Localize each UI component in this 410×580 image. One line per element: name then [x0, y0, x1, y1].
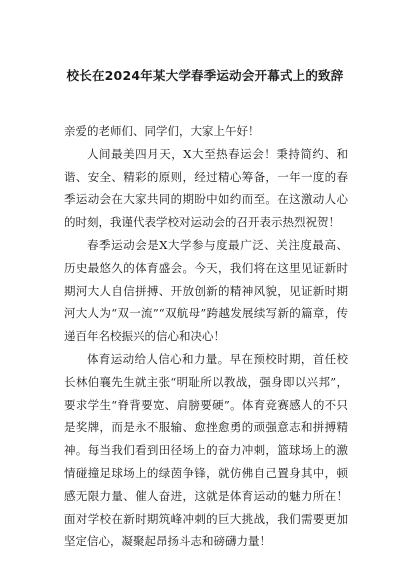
paragraph-sports-meet: 春季运动会是X大学参与度最广泛、关注度最高、历史最悠久的体育盛会。今天，我们将在这里见证新时期河大人自信拼搏、开放创新的精神风貌，见证新时期河大人为“双一流”“双航母”跨越发展续写新的篇章，传递百年名校振兴的信心和决心！	[64, 237, 348, 344]
document-body	[64, 120, 348, 553]
paragraph-sports-power: 体育运动给人信心和力量。早在预校时期，首任校长林伯襄先生就主张“明耻所以教战，强身即以兴邦”，要求学生“脊背要宽、肩膀要硬”。体育竞赛感人的不只是奖牌，而是永不服输、愈挫愈勇的顽强意志和拼搏精神。每当我们看到田径场上的奋力冲刺，篮球场上的激情碰撞足球场上的绿茵争锋，就仿佛自己置身其中，顿感无限力量、催人奋进，这就是体育运动的魅力所在！面对学校在新时期筑峰冲刺的巨大挑战，我们需要更加坚定信心，凝聚起昂扬斗志和磅礴力量！	[64, 351, 348, 549]
document-title: 校长在2024年某大学春季运动会开幕式上的致辞	[66, 68, 344, 83]
greeting-line: 亲爱的老师们、同学们，大家上午好！	[64, 124, 260, 138]
paragraph-opening: 人间最美四月天，X大至热春运会！秉持简约、和谐、安全、精彩的原则，经过精心筹备，一年一度的春季运动会在大家共同的期盼中如约而至。在这激动人心的时刻，我谨代表学校对运动会的召开表示热烈祝贺！	[64, 146, 348, 230]
